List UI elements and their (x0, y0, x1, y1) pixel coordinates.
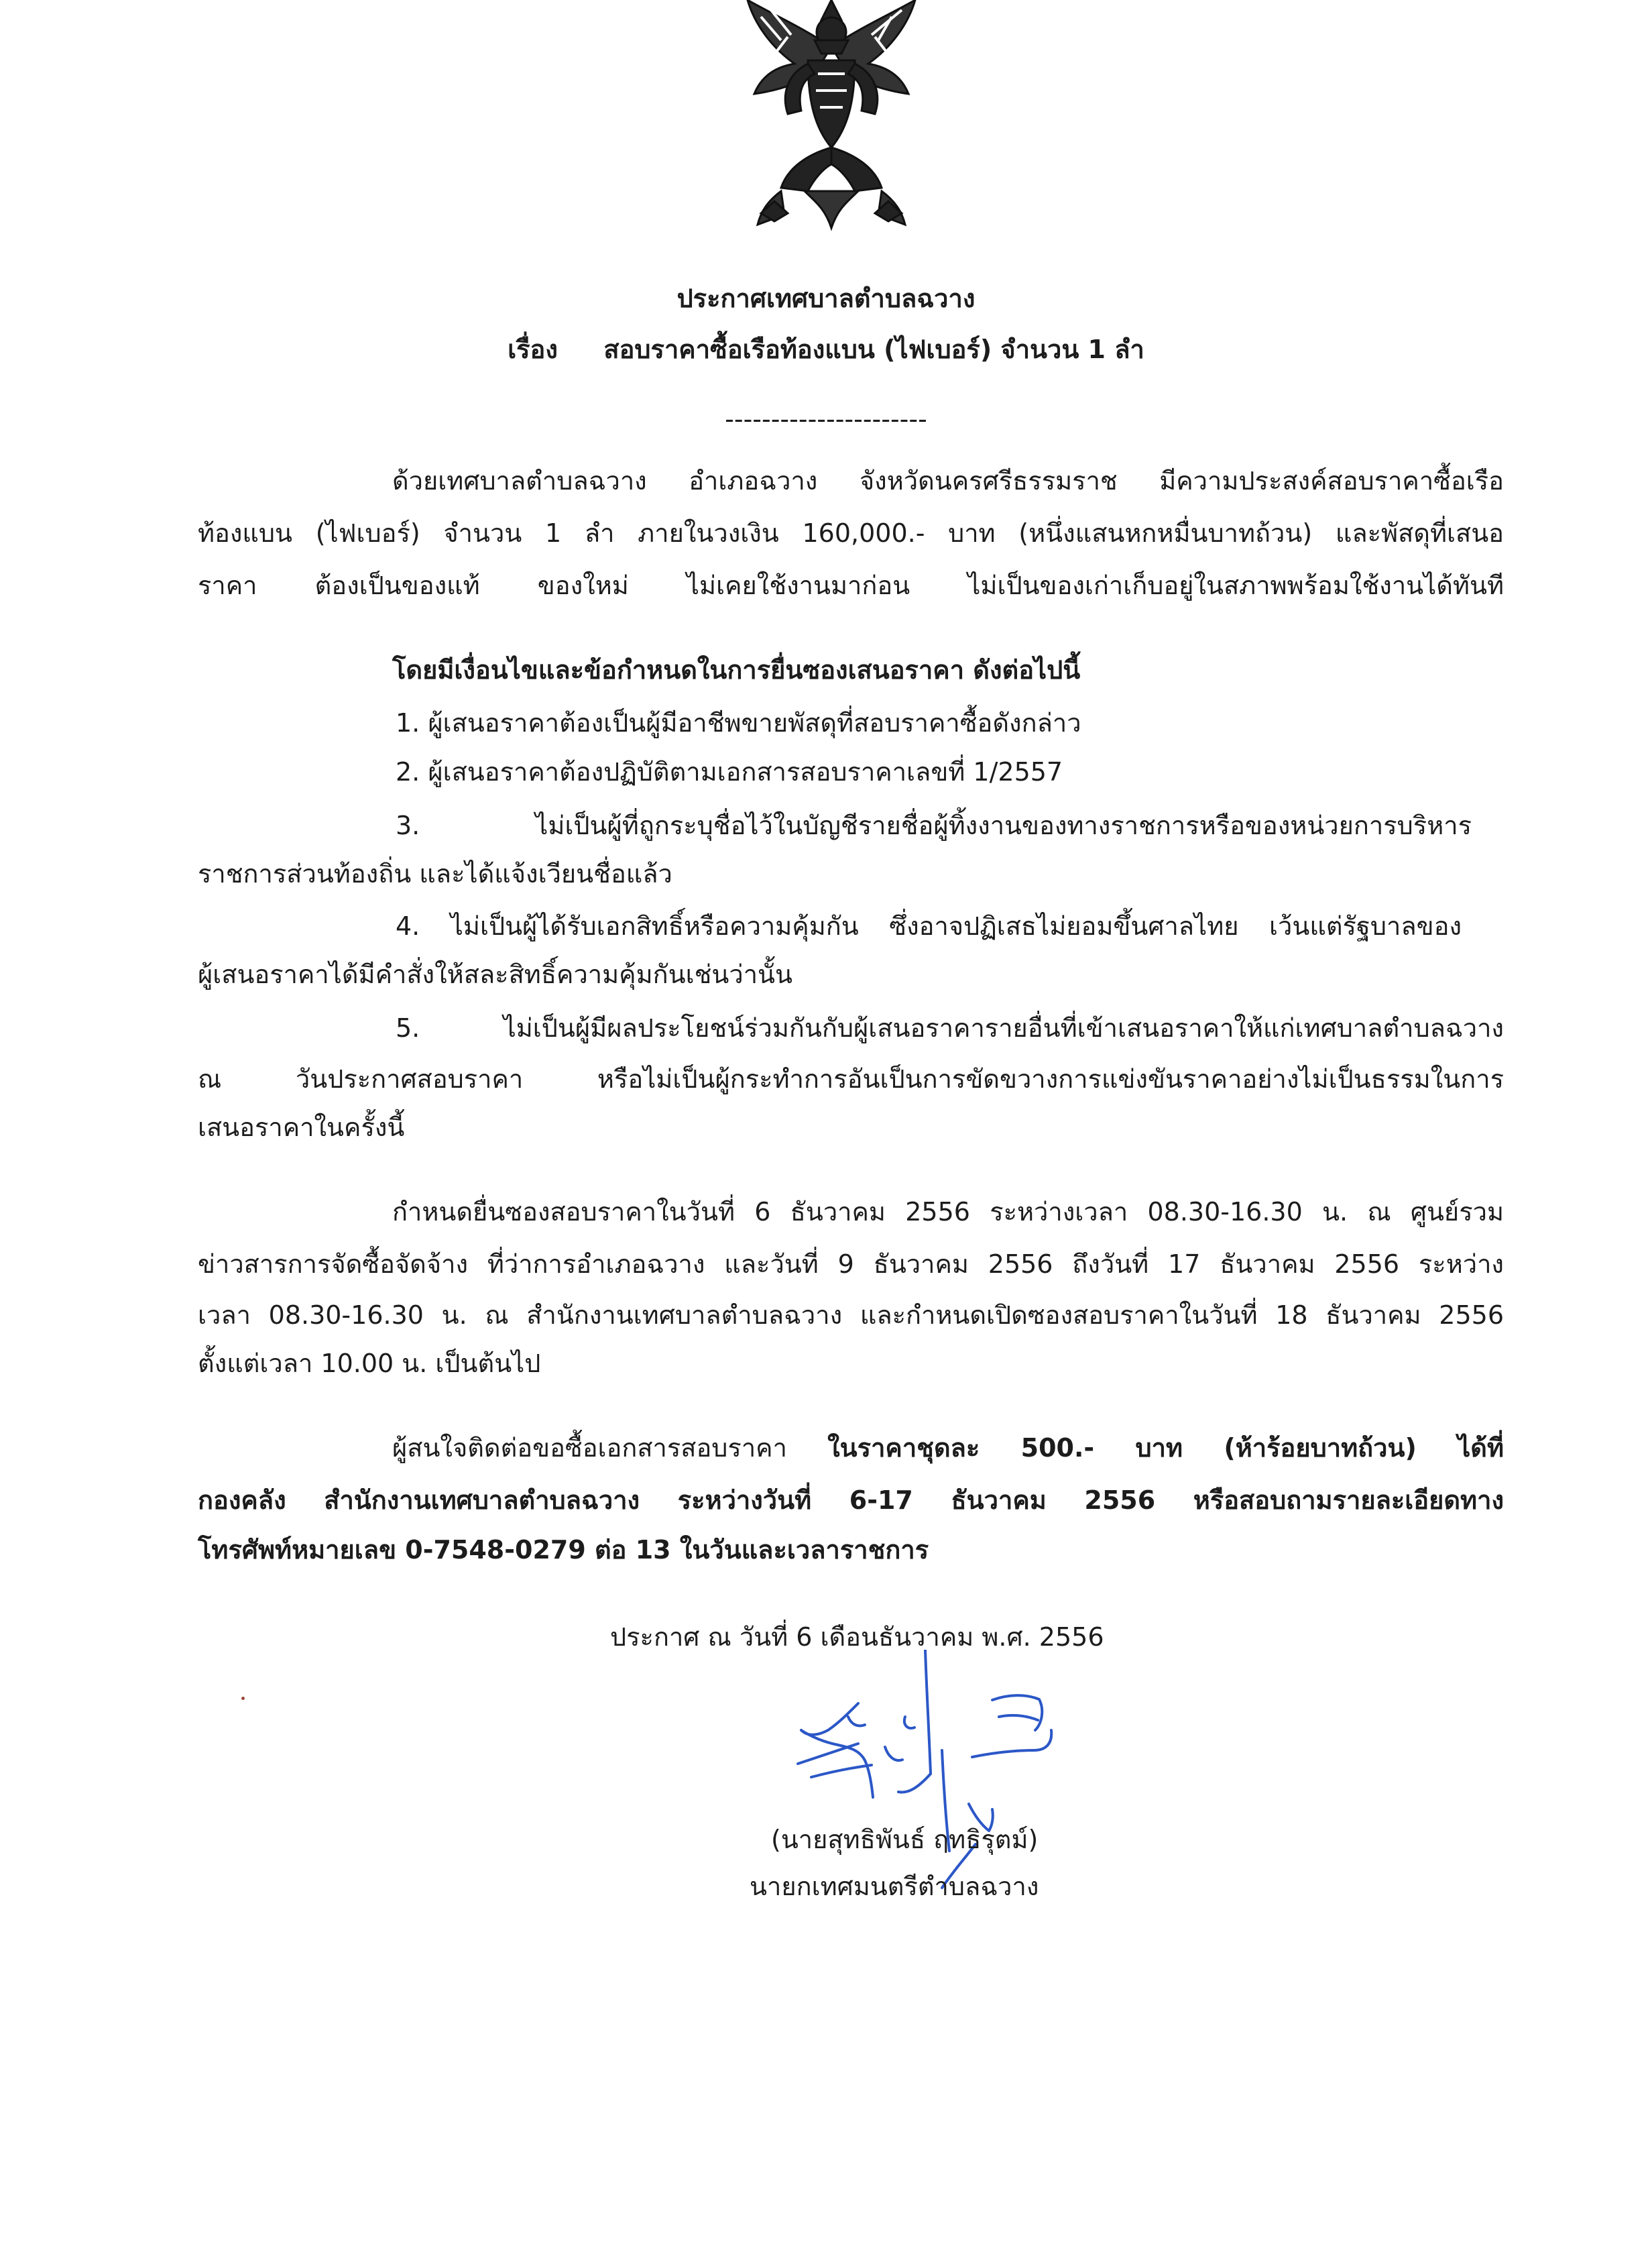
schedule-line-4: ตั้งแต่เวลา 10.00 น. เป็นต้นไป (198, 1349, 541, 1378)
contact-line-2: กองคลัง สำนักงานเทศบาลตำบลฉวาง ระหว่างวันที่ 6-17 ธันวาคม 2556 หรือสอบถามรายละเอียดทาง (198, 1485, 1504, 1515)
announcement-date: ประกาศ ณ วันที่ 6 เดือนธันวาคม พ.ศ. 2556 (610, 1622, 1104, 1652)
contact-line-1-bold: ในราคาชุดละ 500.- บาท (ห้าร้อยบาทถ้วน) ได้ที่ (827, 1433, 1504, 1463)
contact-line-3: โทรศัพท์หมายเลข 0-7548-0279 ต่อ 13 ในวันและเวลาราชการ (198, 1535, 929, 1565)
subject-text: สอบราคาซื้อเรือท้องแบน (ไฟเบอร์) จำนวน 1 ลำ (603, 335, 1144, 364)
condition-4-line-2: ผู้เสนอราคาได้มีคำสั่งให้สละสิทธิ์ความคุ้มกันเช่นว่านั้น (198, 960, 793, 989)
schedule-line-3: เวลา 08.30-16.30 น. ณ สำนักงานเทศบาลตำบลฉวาง และกำหนดเปิดซองสอบราคาในวันที่ 18 ธันวาคม 2556 (198, 1300, 1504, 1330)
intro-line-1: ด้วยเทศบาลตำบลฉวาง อำเภอฉวาง จังหวัดนครศรีธรรมราช มีความประสงค์สอบราคาซื้อเรือ (392, 466, 1504, 496)
intro-line-2: ท้องแบน (ไฟเบอร์) จำนวน 1 ลำ ภายในวงเงิน 160,000.- บาท (หนึ่งแสนหกหมื่นบาทถ้วน) และพัสดุที่เสนอ (198, 518, 1504, 548)
condition-1: 1. ผู้เสนอราคาต้องเป็นผู้มีอาชีพขายพัสดุที่สอบราคาซื้อดังกล่าว (396, 708, 1081, 738)
garuda-emblem-icon (707, 0, 955, 241)
intro-line-3: ราคา ต้องเป็นของแท้ ของใหม่ ไม่เคยใช้งานมาก่อน ไม่เป็นของเก่าเก็บอยู่ในสภาพพร้อมใช้งานได้ทันที (198, 571, 1504, 600)
contact-line-1-normal: ผู้สนใจติดต่อขอซื้อเอกสารสอบราคา (392, 1433, 828, 1463)
condition-3-line-1: 3. ไม่เป็นผู้ที่ถูกระบุชื่อไว้ในบัญชีรายชื่อผู้ทิ้งงานของทางราชการหรือของหน่วยการบริหาร (396, 811, 1472, 840)
announcement-title: ประกาศเทศบาลตำบลฉวาง (676, 284, 976, 313)
title-divider: ---------------------- (725, 404, 927, 434)
condition-4-line-1: 4. ไม่เป็นผู้ได้รับเอกสิทธิ์หรือความคุ้มกัน ซึ่งอาจปฏิเสธไม่ยอมขึ้นศาลไทย เว้นแต่รัฐบาลของ (396, 911, 1462, 941)
ink-speck (241, 1697, 245, 1700)
signer-position: นายกเทศมนตรีตำบลฉวาง (750, 1872, 1039, 1901)
conditions-heading: โดยมีเงื่อนไขและข้อกำหนดในการยื่นซองเสนอราคา ดังต่อไปนี้ (392, 655, 1081, 685)
condition-5-line-1: 5. ไม่เป็นผู้มีผลประโยชน์ร่วมกันกับผู้เสนอราคารายอื่นที่เข้าเสนอราคาให้แก่เทศบาลตำบลฉวาง (396, 1013, 1504, 1043)
schedule-line-1: กำหนดยื่นซองสอบราคาในวันที่ 6 ธันวาคม 2556 ระหว่างเวลา 08.30-16.30 น. ณ ศูนย์รวม (392, 1197, 1504, 1227)
condition-3-line-2: ราชการส่วนท้องถิ่น และได้แจ้งเวียนชื่อแล้ว (198, 859, 672, 889)
condition-5-line-2: ณ วันประกาศสอบราคา หรือไม่เป็นผู้กระทำการอันเป็นการขัดขวางการแข่งขันราคาอย่างไม่เป็นธรรมในการ (198, 1064, 1504, 1094)
condition-5-line-3: เสนอราคาในครั้งนี้ (198, 1113, 405, 1142)
subject-label: เรื่อง (508, 335, 558, 364)
contact-line-1 (392, 1430, 1504, 1466)
signer-name: (นายสุทธิพันธ์ ฤทธิรุตม์) (771, 1825, 1039, 1854)
schedule-line-2: ข่าวสารการจัดซื้อจัดจ้าง ที่ว่าการอำเภอฉวาง และวันที่ 9 ธันวาคม 2556 ถึงวันที่ 17 ธันวาคม 2556 ระหว่าง (198, 1249, 1504, 1279)
condition-2: 2. ผู้เสนอราคาต้องปฏิบัติตามเอกสารสอบราคาเลขที่ 1/2557 (396, 757, 1063, 787)
announcement-subject (0, 331, 1652, 367)
